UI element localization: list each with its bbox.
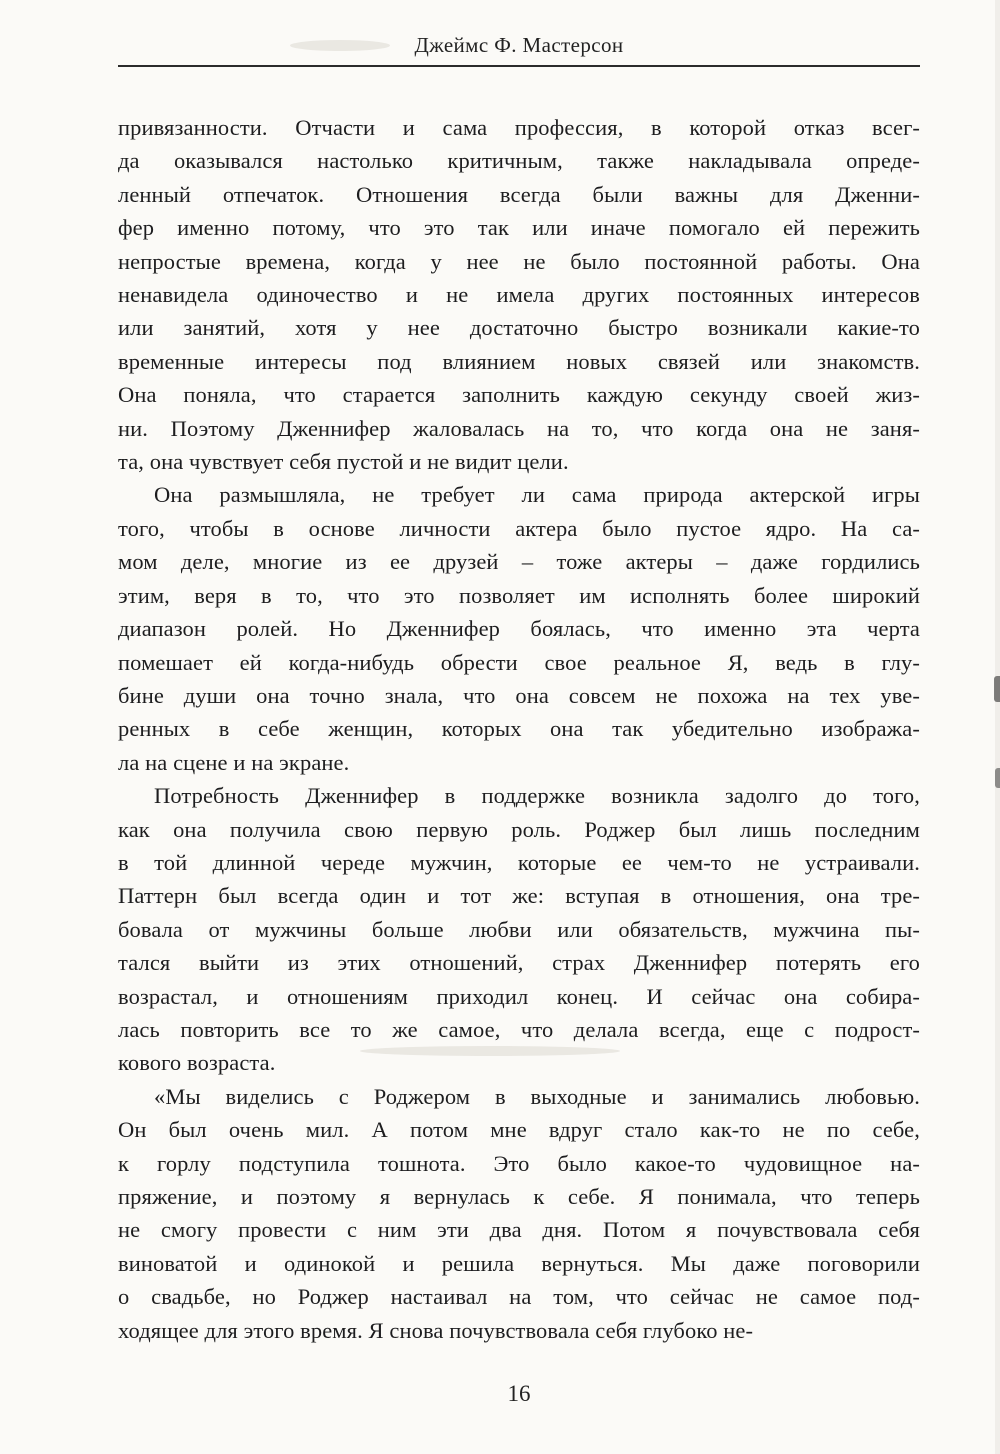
text-line: этим, веря в то, что это позволяет им исполнять более широкий [118, 582, 920, 608]
scan-smudge [360, 1046, 620, 1056]
scan-edge-shade [995, 0, 1000, 1454]
text-line: Паттерн был всегда один и тот же: вступая в отношения, она тре- [118, 883, 920, 909]
text-line: не смогу провести с ним эти два дня. Потом я почувствовала себя [118, 1217, 920, 1243]
text-line: тался выйти из этих отношений, страх Дженнифер потерять его [118, 950, 920, 976]
text-line: Она размышляла, не требует ли сама природа актерской игры [154, 482, 920, 508]
scan-artifact [994, 676, 1000, 702]
text-line: как она получила свою первую роль. Роджер был лишь последним [118, 816, 920, 842]
text-line: пряжение, и поэтому я вернулась к себе. Я понимала, что теперь [118, 1184, 920, 1209]
text-line: бовала от мужчины больше любви или обязательств, мужчина пы- [118, 916, 920, 942]
text-line: да оказывался настолько критичным, также накладывала опреде- [118, 148, 920, 174]
paragraph [118, 478, 920, 779]
text-line: Потребность Дженнифер в поддержке возникла задолго до того, [154, 783, 920, 809]
text-line: временные интересы под влиянием новых связей или знакомств. [118, 348, 920, 374]
text-line: диапазон ролей. Но Дженнифер боялась, что именно эта черта [118, 616, 920, 642]
text-line: ренных в себе женщин, которых она так убедительно изобража- [118, 716, 920, 742]
text-line: Она поняла, что старается заполнить каждую секунду своей жиз- [118, 382, 920, 408]
text-line: Он был очень мил. А потом мне вдруг стало как-то не по себе, [118, 1117, 920, 1143]
text-line: «Мы виделись с Роджером в выходные и занимались любовью. [154, 1083, 920, 1109]
running-header-title: Джеймс Ф. Мастерсон [414, 33, 624, 57]
header-rule [118, 65, 920, 67]
text-line: ленный отпечаток. Отношения всегда были важны для Дженни- [118, 181, 920, 207]
text-line: того, чтобы в основе личности актера было пустое ядро. На са- [118, 515, 920, 541]
text-line: та, она чувствует себя пустой и не видит цели. [118, 449, 569, 475]
text-line: или занятий, хотя у нее достаточно быстро возникали какие-то [118, 315, 920, 341]
paragraph [118, 779, 920, 1080]
body-text [118, 111, 920, 1347]
page-footer [118, 1381, 920, 1407]
text-line: лась повторить все то же самое, что делала всегда, еще с подрост- [118, 1016, 920, 1042]
text-line: ни. Поэтому Дженнифер жаловалась на то, что когда она не заня- [118, 415, 920, 441]
content-column [118, 0, 920, 1347]
scan-artifact [995, 768, 1000, 788]
running-header [118, 0, 920, 67]
text-line: ненавидела одиночество и не имела других постоянных интересов [118, 282, 920, 308]
text-line: ходящее для этого время. Я снова почувствовала себя глубоко не- [118, 1317, 754, 1343]
text-line: мом деле, многие из ее друзей – тоже актеры – даже гордились [118, 549, 920, 575]
text-line: в той длинной череде мужчин, которые ее чем-то не устраивали. [118, 849, 920, 875]
text-line: привязанности. Отчасти и сама профессия, в которой отказ всег- [118, 115, 920, 140]
text-line: фер именно потому, что это так или иначе помогало ей пережить [118, 215, 920, 241]
text-line: ла на сцене и на экране. [118, 749, 350, 775]
paragraph [118, 1080, 920, 1347]
text-line: непростые времена, когда у нее не было постоянной работы. Она [118, 248, 920, 274]
text-line: к горлу подступила тошнота. Это было какое-то чудовищное на- [118, 1150, 920, 1176]
text-line: бине души она точно знала, что она совсем не похожа на тех уве- [118, 682, 920, 708]
page-number: 16 [507, 1381, 531, 1406]
text-line: возрастал, и отношениям приходил конец. И сейчас она собира- [118, 983, 920, 1009]
scan-smudge [290, 40, 390, 51]
text-line: виноватой и одинокой и решила вернуться. Мы даже поговорили [118, 1250, 920, 1276]
text-line: о свадьбе, но Роджер настаивал на том, что сейчас не самое под- [118, 1284, 920, 1310]
text-line: кового возраста. [118, 1050, 276, 1076]
paragraph [118, 111, 920, 478]
text-line: помешает ей когда-нибудь обрести свое реальное Я, ведь в глу- [118, 649, 920, 675]
